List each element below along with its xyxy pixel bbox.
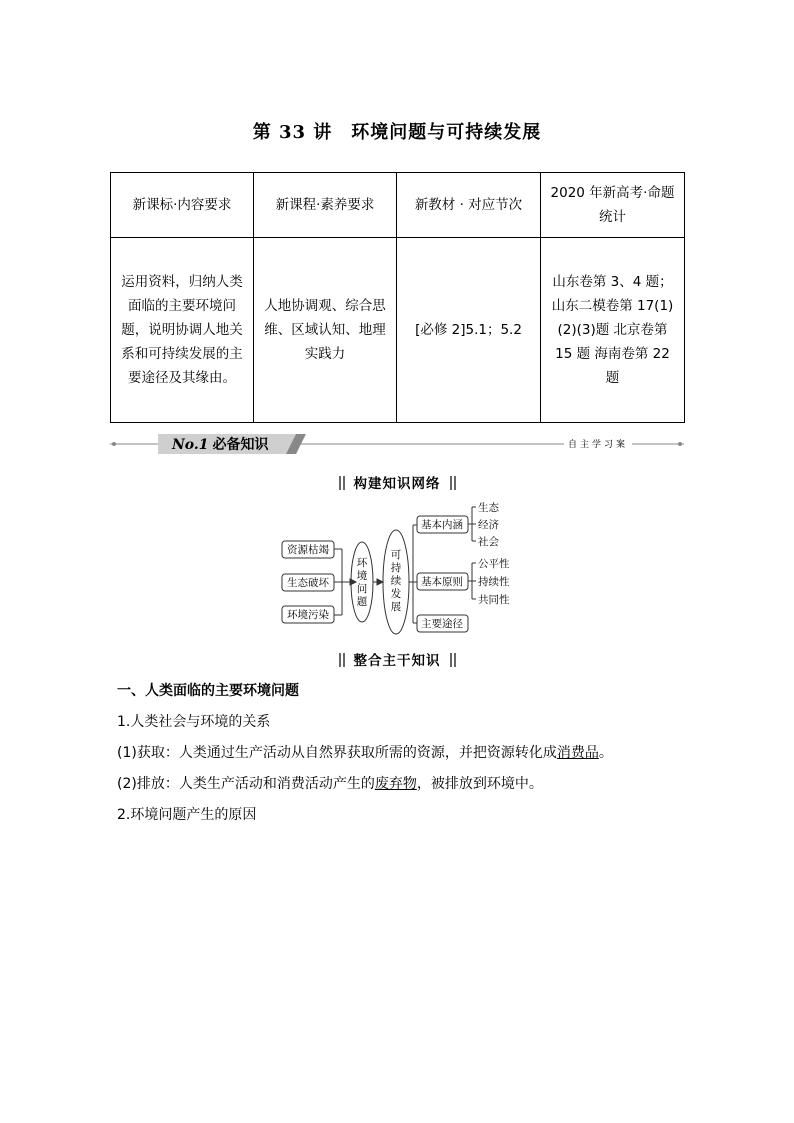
section-banner xyxy=(110,432,684,456)
diagram-leaf: 共同性 xyxy=(478,594,510,606)
diagram-label: 基本原则 xyxy=(421,576,463,588)
underlined-answer: 消费品 xyxy=(556,745,599,761)
table-cell: 人地协调观、综合思维、区域认知、地理实践力 xyxy=(254,238,397,423)
page-title: 第 33 讲 环境问题与可持续发展 xyxy=(252,122,542,143)
diagram-label: 主要途径 xyxy=(421,618,463,630)
paragraph-emit xyxy=(117,773,717,793)
table-header: 新课程·素养要求 xyxy=(254,173,397,238)
text-span: 。 xyxy=(598,745,613,761)
diagram-leaf: 经济 xyxy=(478,519,499,531)
diagram-leaf: 生态 xyxy=(478,502,499,514)
diagram-vertical-label: 可持续发展 xyxy=(390,549,402,613)
table-header: 新课标·内容要求 xyxy=(111,173,254,238)
underlined-answer: 废弃物 xyxy=(374,776,417,792)
table-header: 2020 年新高考·命题统计 xyxy=(541,173,685,238)
diagram-label: 环境污染 xyxy=(287,609,329,621)
table-cell: 山东卷第 3、4 题；山东二模卷第 17(1)(2)(3)题 北京卷第 15 题 海南卷第 22 题 xyxy=(541,238,685,423)
diagram-leaf: 持续性 xyxy=(478,576,510,588)
table-header: 新教材 · 对应节次 xyxy=(397,173,541,238)
subheading-causes: 2.环境问题产生的原因 xyxy=(117,807,257,823)
heading-environment-problems: 一、人类面临的主要环境问题 xyxy=(117,683,299,699)
diagram-leaf: 公平性 xyxy=(478,558,510,570)
paragraph-acquire xyxy=(117,742,717,762)
subheading-relationship: 1.人类社会与环境的关系 xyxy=(117,714,271,730)
diagram-vertical-label: 环境问题 xyxy=(356,557,368,608)
knowledge-network-diagram xyxy=(280,496,550,640)
banner-number: No.1 xyxy=(172,437,209,453)
section-heading-text: 构建知识网络 xyxy=(353,476,441,492)
banner-subtitle: 自主学习案 xyxy=(564,437,632,450)
banner-title: 必备知识 xyxy=(212,437,269,453)
diagram-label: 资源枯竭 xyxy=(287,544,329,556)
banner-label xyxy=(172,434,269,454)
text-span: (1)获取：人类通过生产活动从自然界获取所需的资源，并把资源转化成 xyxy=(117,745,557,761)
requirements-table xyxy=(110,172,685,423)
diagram-label: 生态破坏 xyxy=(287,577,329,589)
text-span: ，被排放到环境中。 xyxy=(416,776,543,792)
section-heading-text: 整合主干知识 xyxy=(353,653,441,669)
section-heading-network xyxy=(0,472,794,492)
diagram-label: 基本内涵 xyxy=(421,519,463,531)
diagram-leaf: 社会 xyxy=(478,536,499,548)
table-cell: 运用资料，归纳人类面临的主要环境问题，说明协调人地关系和可持续发展的主要途径及其缘由。 xyxy=(111,238,254,423)
text-span: (2)排放：人类生产活动和消费活动产生的 xyxy=(117,776,375,792)
section-heading-integrate xyxy=(0,649,794,669)
table-cell: [必修 2]5.1；5.2 xyxy=(397,238,541,423)
